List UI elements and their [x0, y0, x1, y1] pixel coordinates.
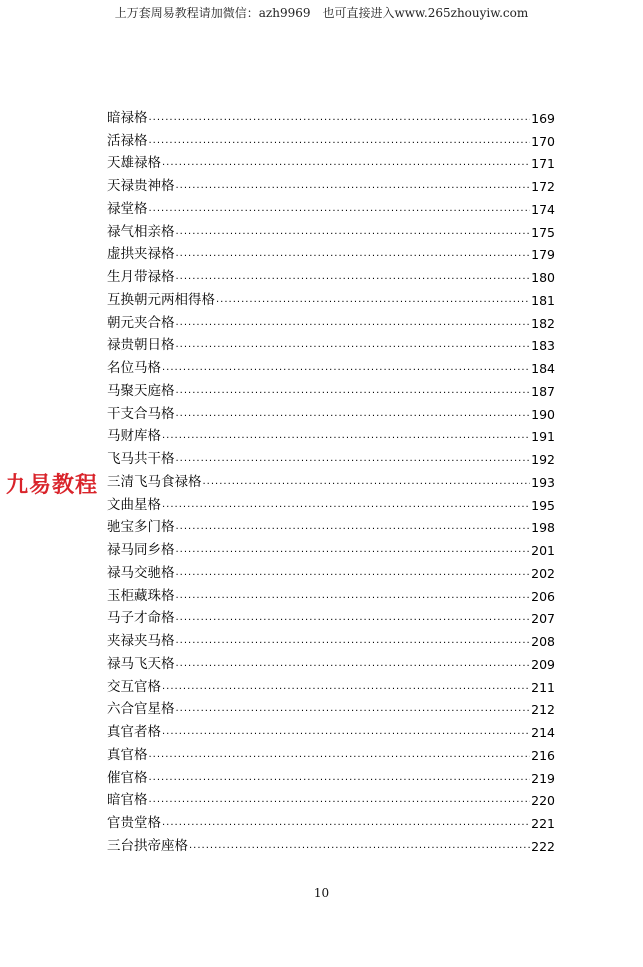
toc-entry	[107, 194, 555, 217]
dot-leader	[149, 203, 531, 215]
toc-entry-page: 211	[531, 679, 555, 695]
toc-entry-page: 181	[531, 292, 555, 308]
toc-entry	[107, 171, 555, 194]
dot-leader	[176, 567, 531, 579]
toc-entry	[107, 604, 555, 627]
toc-entry-title: 禄堂格	[107, 200, 148, 217]
toc-entry	[107, 217, 555, 240]
toc-entry	[107, 763, 555, 786]
toc-entry	[107, 308, 555, 331]
toc-entry	[107, 626, 555, 649]
dot-leader	[162, 499, 530, 511]
toc-entry-page: 179	[531, 247, 555, 263]
toc-entry-page: 169	[531, 110, 555, 126]
toc-entry-page: 208	[531, 634, 555, 649]
toc-entry-page: 180	[531, 270, 555, 285]
toc-entry-title: 禄气相亲格	[107, 223, 175, 240]
dot-leader	[149, 794, 531, 806]
dot-leader	[176, 180, 531, 192]
dot-leader	[176, 408, 531, 420]
toc-entry-title: 马聚天庭格	[107, 382, 175, 399]
dot-leader	[149, 772, 531, 784]
toc-entry	[107, 399, 555, 422]
dot-leader	[176, 226, 531, 238]
toc-entry-title: 真官者格	[107, 724, 161, 740]
toc-entry-title: 朝元夹合格	[107, 314, 175, 331]
toc-entry-title: 暗禄格	[107, 109, 148, 126]
toc-entry-title: 互换朝元两相得格	[107, 291, 215, 308]
toc-entry-page: 214	[531, 725, 555, 740]
page-number: 10	[313, 886, 330, 900]
dot-leader	[162, 157, 530, 169]
toc-entry-page: 219	[531, 770, 555, 786]
toc-entry	[107, 535, 555, 558]
toc-entry-title: 真官格	[107, 746, 148, 763]
dot-leader	[176, 703, 531, 715]
toc-entry-page: 222	[531, 838, 555, 854]
toc-entry	[107, 808, 555, 831]
toc-entry-page: 193	[531, 474, 555, 490]
dot-leader	[176, 317, 531, 329]
page-header: 上万套周易教程请加微信：azh9969 也可直接进入www.265zhouyiw.com	[114, 6, 529, 20]
toc-entry	[107, 422, 555, 445]
toc-entry-page: 175	[531, 224, 555, 240]
toc-entry	[107, 490, 555, 513]
dot-leader	[162, 430, 530, 442]
toc-entry-title: 夹禄夹马格	[107, 633, 175, 649]
toc-entry-title: 三清飞马食禄格	[107, 473, 202, 490]
dot-leader	[149, 135, 531, 147]
toc-entry-title: 生月带禄格	[107, 269, 175, 285]
dot-leader	[176, 658, 531, 670]
dot-leader	[149, 112, 531, 124]
toc-entry-title: 禄贵朝日格	[107, 337, 175, 354]
toc-entry-page: 195	[531, 497, 555, 513]
toc-entry	[107, 240, 555, 263]
dot-leader	[176, 385, 531, 397]
toc-entry-page: 172	[531, 179, 555, 194]
toc-entry-title: 马子才命格	[107, 610, 175, 627]
toc-entry	[107, 831, 555, 854]
toc-entry	[107, 444, 555, 467]
toc-entry	[107, 285, 555, 308]
toc-entry-title: 马财库格	[107, 428, 161, 445]
toc-entry-title: 干支合马格	[107, 405, 175, 422]
toc-entry-title: 活禄格	[107, 132, 148, 149]
toc-entry-page: 201	[531, 543, 555, 558]
dot-leader	[176, 544, 531, 556]
toc-entry-title: 三台拱帝座格	[107, 837, 188, 854]
dot-leader	[176, 612, 531, 624]
toc-entry-title: 禄马飞天格	[107, 655, 175, 672]
table-of-contents	[107, 103, 555, 854]
dot-leader	[176, 453, 531, 465]
toc-entry-title: 交互官格	[107, 678, 161, 695]
toc-entry-title: 暗官格	[107, 792, 148, 809]
toc-entry-page: 190	[531, 406, 555, 422]
dot-leader	[176, 339, 531, 351]
dot-leader	[176, 635, 531, 647]
toc-entry-page: 182	[531, 315, 555, 331]
dot-leader	[176, 521, 531, 533]
toc-entry-page: 171	[531, 156, 555, 172]
toc-entry-page: 184	[531, 361, 555, 376]
toc-entry-title: 六合官星格	[107, 701, 175, 718]
toc-entry	[107, 513, 555, 536]
toc-entry-title: 天禄贵神格	[107, 178, 175, 194]
toc-entry-page: 206	[531, 588, 555, 604]
toc-entry-title: 名位马格	[107, 360, 161, 376]
toc-entry	[107, 581, 555, 604]
dot-leader	[149, 749, 531, 761]
toc-entry	[107, 149, 555, 172]
toc-entry-page: 183	[531, 338, 555, 354]
toc-entry	[107, 376, 555, 399]
toc-entry	[107, 649, 555, 672]
dot-leader	[176, 248, 531, 260]
toc-entry	[107, 558, 555, 581]
toc-entry	[107, 740, 555, 763]
toc-entry	[107, 786, 555, 809]
toc-entry-page: 187	[531, 383, 555, 399]
dot-leader	[162, 726, 530, 738]
toc-entry-page: 216	[531, 747, 555, 763]
toc-entry-page: 221	[531, 816, 555, 831]
toc-entry-page: 212	[531, 702, 555, 718]
dot-leader	[176, 271, 531, 283]
toc-entry-title: 官贵堂格	[107, 815, 161, 831]
toc-entry	[107, 672, 555, 695]
toc-entry-title: 禄马交驰格	[107, 564, 175, 581]
toc-entry-title: 玉柜藏珠格	[107, 587, 175, 604]
toc-entry	[107, 467, 555, 490]
toc-entry-title: 驰宝多门格	[107, 519, 175, 536]
dot-leader	[162, 362, 530, 374]
toc-entry-title: 飞马共干格	[107, 451, 175, 467]
dot-leader	[203, 476, 531, 488]
toc-entry-title: 催官格	[107, 769, 148, 786]
dot-leader	[216, 294, 530, 306]
toc-entry	[107, 717, 555, 740]
toc-entry-page: 191	[531, 429, 555, 445]
toc-entry-page: 220	[531, 793, 555, 809]
toc-entry	[107, 353, 555, 376]
toc-entry-title: 天雄禄格	[107, 155, 161, 172]
toc-entry-page: 198	[531, 520, 555, 536]
toc-entry	[107, 126, 555, 149]
toc-entry-title: 禄马同乡格	[107, 542, 175, 558]
toc-entry	[107, 331, 555, 354]
toc-entry-page: 170	[531, 133, 555, 149]
dot-leader	[162, 817, 530, 829]
watermark-logo: 九易教程	[6, 473, 99, 498]
toc-entry	[107, 103, 555, 126]
toc-entry	[107, 695, 555, 718]
toc-entry	[107, 262, 555, 285]
dot-leader	[176, 590, 531, 602]
toc-entry-title: 文曲星格	[107, 496, 161, 513]
dot-leader	[162, 681, 530, 693]
dot-leader	[189, 840, 530, 852]
toc-entry-page: 202	[531, 565, 555, 581]
toc-entry-page: 192	[531, 452, 555, 467]
toc-entry-page: 174	[531, 201, 555, 217]
toc-entry-title: 虚拱夹禄格	[107, 246, 175, 263]
toc-entry-page: 209	[531, 656, 555, 672]
toc-entry-page: 207	[531, 611, 555, 627]
